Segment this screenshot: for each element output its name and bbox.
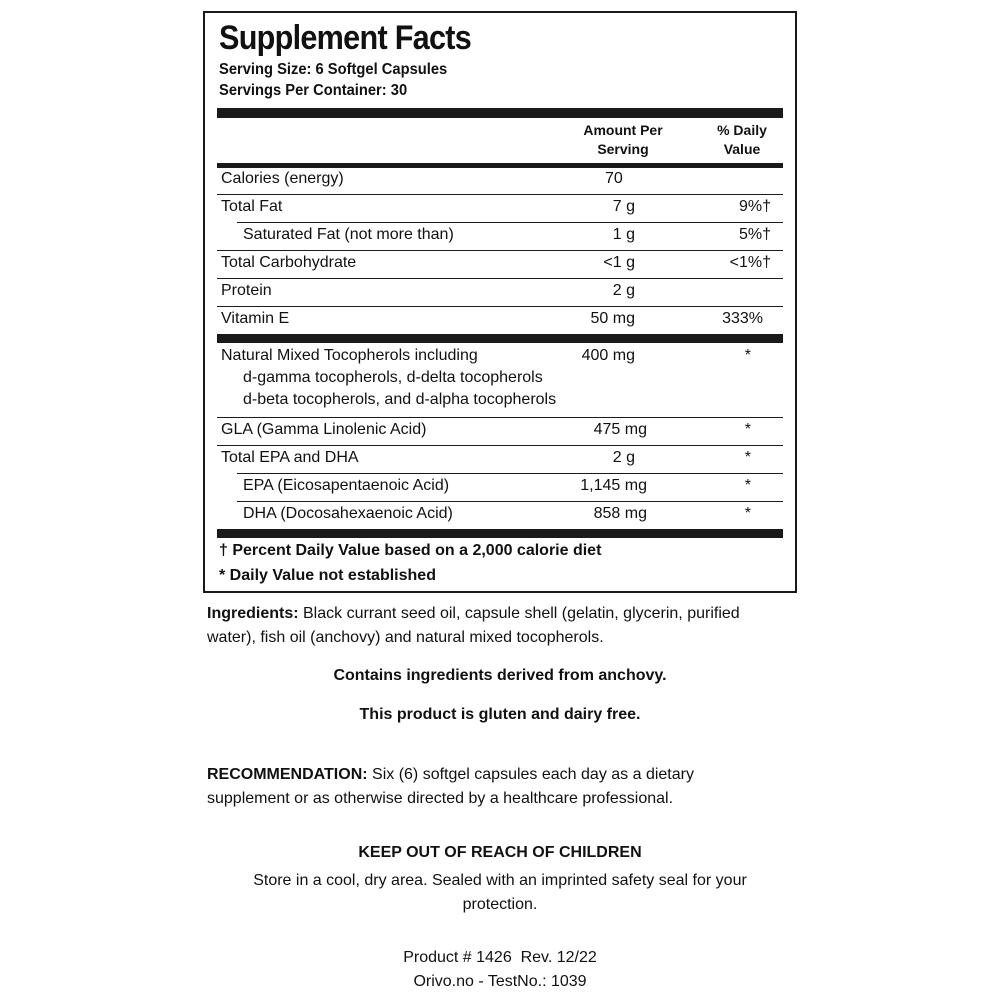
- nutrient-amount: 7 g: [612, 198, 635, 215]
- gluten-dairy-free-statement: This product is gluten and dairy free.: [359, 706, 641, 723]
- nutrient-amount: <1 g: [603, 254, 635, 271]
- allergen-statement: Contains ingredients derived from anchovy.: [333, 667, 667, 684]
- ingredients: [207, 602, 740, 650]
- row-divider: [217, 250, 783, 251]
- header-divider: [217, 163, 783, 168]
- nutrient-name: GLA (Gamma Linolenic Acid): [221, 421, 427, 438]
- row-divider: [217, 278, 783, 279]
- nutrient-amount: 400 mg: [581, 347, 635, 364]
- ingredients-text: Black currant seed oil, capsule shell (gelatin, glycerin, purified: [298, 605, 740, 622]
- ingredients-text: water), fish oil (anchovy) and natural mixed tocopherols.: [207, 629, 604, 646]
- tocopherols-detail: d-gamma tocopherols, d-delta tocopherols: [243, 369, 543, 386]
- nutrient-daily-value: 9%†: [738, 198, 771, 215]
- panel-title: Supplement Facts: [219, 19, 472, 57]
- row-divider: [237, 473, 783, 474]
- nutrient-amount: 2 g: [612, 449, 635, 466]
- product-number: Product # 1426 Rev. 12/22: [403, 949, 597, 966]
- nutrient-name: DHA (Docosahexaenoic Acid): [243, 505, 453, 522]
- nutrient-amount: 1,145 mg: [580, 477, 647, 494]
- nutrient-amount: 50 mg: [590, 310, 635, 327]
- nutrient-name: EPA (Eicosapentaenoic Acid): [243, 477, 450, 494]
- row-divider: [217, 306, 783, 307]
- nutrient-amount: 475 mg: [593, 421, 647, 438]
- nutrient-amount: 70: [605, 170, 623, 187]
- nutrient-name: Saturated Fat (not more than): [243, 226, 454, 243]
- nutrient-daily-value: *: [744, 477, 751, 494]
- test-number: Orivo.no - TestNo.: 1039: [413, 973, 587, 990]
- storage-instructions: Store in a cool, dry area. Sealed with an imprinted safety seal for your protection.: [253, 872, 747, 913]
- nutrient-daily-value: *: [744, 421, 751, 438]
- warning-title: KEEP OUT OF REACH OF CHILDREN: [358, 844, 642, 861]
- nutrient-name: Total Carbohydrate: [221, 254, 357, 271]
- nutrient-name: Calories (energy): [221, 170, 344, 187]
- nutrient-daily-value: 5%†: [738, 226, 771, 243]
- tocopherols-detail: d-beta tocopherols, and d-alpha tocopherols: [243, 391, 557, 408]
- servings-per-container: Servings Per Container: 30: [219, 82, 408, 99]
- nutrient-name: Total Fat: [221, 198, 283, 215]
- thick-divider: [217, 529, 783, 538]
- nutrient-daily-value: *: [744, 449, 751, 466]
- nutrient-daily-value: *: [744, 347, 751, 364]
- nutrient-daily-value: 333%: [722, 310, 763, 327]
- nutrient-name: Protein: [221, 282, 272, 299]
- row-divider: [237, 501, 783, 502]
- footnote-not-established: * Daily Value not established: [219, 567, 436, 584]
- row-divider: [217, 194, 783, 195]
- recommendation-label: RECOMMENDATION:: [207, 766, 368, 783]
- thick-divider: [217, 334, 783, 343]
- ingredients-label: Ingredients:: [207, 605, 299, 622]
- row-divider: [217, 417, 783, 418]
- supplement-facts-panel: [203, 11, 797, 593]
- row-divider: [217, 445, 783, 446]
- tocopherols-name: Natural Mixed Tocopherols including: [221, 347, 478, 364]
- serving-size: Serving Size: 6 Softgel Capsules: [219, 61, 448, 78]
- footnote-daily-value: † Percent Daily Value based on a 2,000 calorie diet: [219, 542, 602, 559]
- nutrient-daily-value: *: [744, 505, 751, 522]
- amount-per-serving-header: Amount Per Serving: [583, 122, 663, 157]
- nutrient-amount: 858 mg: [593, 505, 647, 522]
- recommendation-text: Six (6) softgel capsules each day as a dietary: [367, 766, 694, 783]
- recommendation: [207, 763, 694, 811]
- nutrient-name: Vitamin E: [221, 310, 290, 327]
- row-divider: [237, 222, 783, 223]
- recommendation-text: supplement or as otherwise directed by a healthcare professional.: [207, 790, 674, 807]
- daily-value-header: % Daily Value: [717, 122, 767, 157]
- thick-divider: [217, 108, 783, 118]
- nutrient-amount: 2 g: [612, 282, 635, 299]
- nutrient-daily-value: <1%†: [729, 254, 771, 271]
- nutrient-amount: 1 g: [612, 226, 635, 243]
- nutrient-name: Total EPA and DHA: [221, 449, 359, 466]
